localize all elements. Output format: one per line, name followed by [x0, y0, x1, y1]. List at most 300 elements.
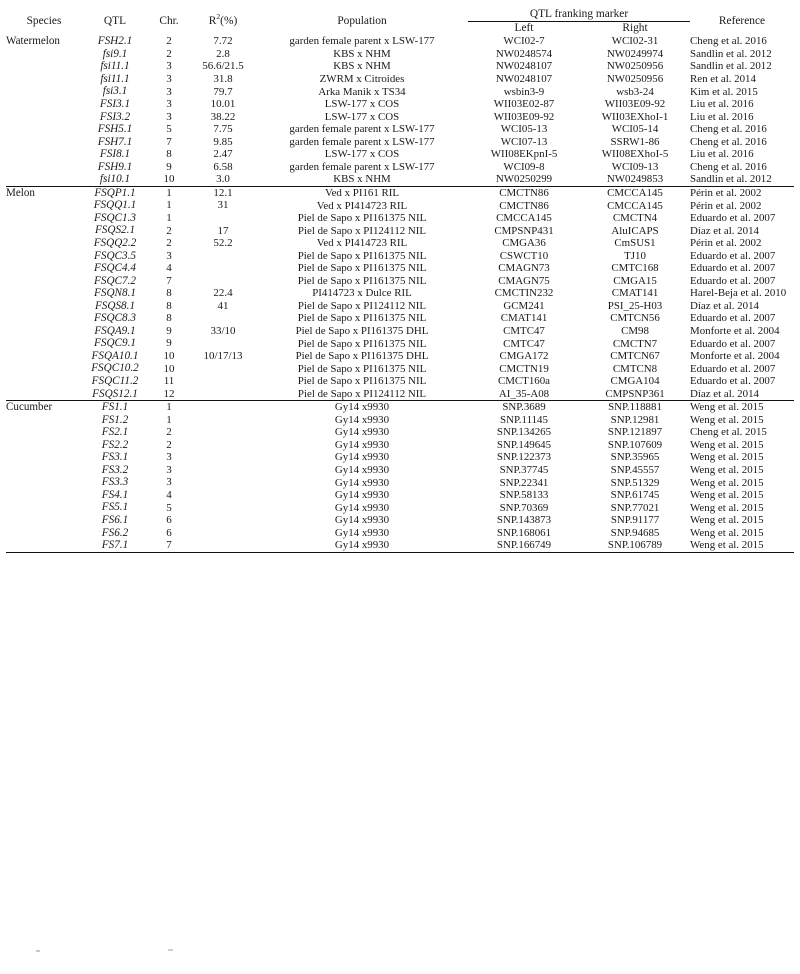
table-row	[6, 527, 794, 540]
cell-reference: Liu et al. 2016	[690, 148, 754, 161]
table-row	[6, 539, 794, 552]
cell-species	[6, 60, 82, 73]
table-row	[6, 388, 794, 401]
cell-chr: 11	[163, 375, 175, 388]
cell-marker-right: WCI09-13	[611, 160, 659, 173]
cell-r2	[190, 414, 256, 427]
cell-population: Piel de Sapo x PI161375 NIL	[297, 375, 427, 388]
cell-population: LSW-177 x COS	[324, 98, 400, 111]
table-row	[6, 287, 794, 300]
cell-marker-left: CMGA172	[499, 350, 549, 363]
cell-reference: Eduardo et al. 2007	[690, 337, 776, 350]
cell-marker-left: WCI05-13	[500, 123, 548, 136]
cell-marker-left: SNP.11145	[500, 413, 548, 426]
cell-species	[6, 426, 82, 439]
cell-marker-right: WII03EXhoI-1	[601, 110, 669, 123]
rule-cell	[82, 552, 148, 554]
cell-marker-right: SNP.121897	[607, 426, 663, 439]
rule-cell	[6, 552, 82, 554]
cell-marker-right: SNP.94685	[610, 526, 660, 539]
cell-population: Gy14 x9930	[334, 539, 390, 552]
table-row	[6, 148, 794, 161]
cell-r2	[190, 451, 256, 464]
cell-reference: Weng et al. 2015	[690, 401, 794, 414]
table-row	[6, 300, 794, 313]
cell-qtl: FSQA10.1	[91, 349, 139, 362]
cell-marker-left: NW0248574	[495, 47, 553, 60]
cell-population: Piel de Sapo x PI124112 NIL	[297, 299, 427, 312]
cell-chr: 3	[166, 110, 172, 123]
cell-marker-right: SNP.91177	[610, 514, 660, 527]
r2-unit: (%)	[220, 15, 238, 28]
cell-qtl: FSI8.1	[99, 148, 131, 161]
header-row-top	[6, 8, 794, 22]
cell-chr: 7	[166, 274, 172, 287]
table-row	[6, 60, 794, 73]
cell-r2: 2.47	[213, 148, 233, 161]
cell-qtl: fsi9.1	[102, 47, 128, 60]
cell-population: Piel de Sapo x PI161375 DHL	[295, 350, 429, 363]
cell-marker-right: WCI05-14	[611, 123, 659, 136]
cell-population: Gy14 x9930	[334, 476, 390, 489]
cell-marker-left: AI_35-A08	[498, 387, 550, 400]
cell-qtl: FS5.1	[101, 501, 129, 514]
rule-cell	[148, 552, 190, 554]
cell-chr: 3	[166, 98, 172, 111]
column-header-population: Population	[337, 15, 387, 28]
cell-marker-left: SNP.70369	[499, 501, 549, 514]
cell-chr: 7	[166, 539, 172, 552]
cell-r2: 56.6/21.5	[202, 60, 244, 73]
cell-reference: Weng et al. 2015	[690, 539, 764, 552]
table-row	[6, 514, 794, 527]
cell-chr: 2	[166, 47, 172, 60]
cell-population: Piel de Sapo x PI161375 NIL	[297, 274, 427, 287]
cell-marker-left: SNP.134265	[496, 426, 552, 439]
cell-qtl: FS4.1	[101, 488, 129, 501]
cell-marker-right: SNP.51329	[610, 476, 660, 489]
cell-chr: 3	[166, 85, 172, 98]
cell-qtl: FS1.1	[82, 401, 148, 414]
cell-marker-left: SNP.143873	[496, 514, 552, 527]
cell-chr: 2	[166, 224, 172, 237]
cell-species	[6, 237, 82, 250]
table-row	[6, 350, 794, 363]
cell-reference: Cheng et al. 2015	[690, 426, 767, 439]
cell-species	[6, 212, 82, 225]
cell-chr: 2	[166, 237, 172, 250]
cell-marker-left: WCI09-8	[503, 160, 545, 173]
table-row	[6, 312, 794, 325]
cell-marker-left: NW0250299	[495, 173, 553, 186]
cell-reference: Sandlin et al. 2012	[690, 60, 772, 73]
cell-r2: 7.75	[213, 123, 233, 136]
cell-marker-right: SNP.118881	[580, 401, 690, 414]
rule-cell	[580, 552, 690, 554]
cell-chr: 10	[163, 350, 175, 362]
cell-reference: Weng et al. 2015	[690, 451, 764, 464]
table-row	[6, 476, 794, 489]
rule-cell	[468, 552, 580, 554]
cell-reference: Sandlin et al. 2012	[690, 47, 772, 60]
cell-species	[6, 388, 82, 401]
cell-chr: 1	[166, 199, 172, 212]
cell-r2: 12.1	[190, 186, 256, 199]
cell-chr: 6	[166, 526, 172, 539]
table-bottom-rule	[6, 552, 794, 554]
cell-reference: Eduardo et al. 2007	[690, 362, 776, 375]
cell-marker-right: SNP.45557	[610, 463, 660, 476]
cell-r2	[190, 439, 256, 452]
cell-species	[6, 98, 82, 111]
table-row	[6, 325, 794, 338]
cell-chr: 9	[166, 337, 172, 350]
cell-chr: 1	[166, 211, 172, 224]
cell-qtl: FSI3.2	[99, 110, 131, 123]
cell-chr: 1	[148, 401, 190, 414]
cell-marker-left: WCI07-13	[500, 135, 548, 148]
cell-population: KBS x NHM	[333, 47, 391, 60]
cell-population: PI414723 x Dulce RIL	[312, 287, 412, 300]
cell-reference: Harel-Beja et al. 2010	[690, 287, 787, 300]
cell-species	[6, 148, 82, 161]
cell-reference: Weng et al. 2015	[690, 526, 764, 539]
cell-qtl: fsi10.1	[99, 173, 131, 186]
cell-chr: 4	[166, 489, 172, 502]
cell-chr: 8	[166, 148, 172, 161]
table-row	[6, 123, 794, 136]
cell-reference: Weng et al. 2015	[690, 501, 764, 514]
cell-marker-right: SNP.107609	[607, 438, 663, 451]
column-header-marker-left: Left	[514, 22, 534, 35]
column-header-r2	[190, 8, 256, 35]
column-header-species: Species	[26, 15, 62, 28]
cell-population: Ved x PI414723 RIL	[316, 237, 408, 250]
cell-species	[6, 476, 82, 489]
cell-marker-left: SNP.3689	[468, 401, 580, 414]
cell-species	[6, 527, 82, 540]
cell-marker-right: CMCCA145	[580, 186, 690, 199]
cell-marker-left: SNP.166749	[496, 539, 552, 552]
cell-species: Melon	[6, 186, 82, 199]
cell-qtl: FS6.2	[101, 526, 129, 539]
cell-chr: 1	[166, 413, 172, 426]
cell-marker-left: CSWCT10	[499, 249, 549, 262]
cell-qtl: FSH2.1	[97, 35, 133, 48]
cell-marker-left: wsbin3-9	[503, 85, 545, 98]
cell-chr: 1	[148, 186, 190, 199]
rule-cell	[256, 552, 468, 554]
cell-chr: 3	[166, 72, 172, 85]
cell-reference: Weng et al. 2015	[690, 476, 764, 489]
cell-r2	[190, 212, 256, 225]
table-row	[6, 362, 794, 375]
table-row	[6, 401, 794, 414]
cell-qtl: FSQS2.1	[94, 224, 136, 237]
cell-chr: 2	[166, 35, 172, 48]
cell-species: Watermelon	[6, 35, 60, 48]
table-row	[6, 73, 794, 86]
cell-marker-right: WCI02-31	[611, 35, 659, 48]
cell-chr: 4	[166, 262, 172, 275]
cell-marker-left: CMAGN75	[498, 274, 550, 287]
cell-chr: 8	[166, 287, 172, 300]
cell-qtl: fsi11.1	[100, 60, 130, 73]
cell-marker-left: CMPSNP431	[494, 224, 554, 237]
cell-marker-right: AluICAPS	[611, 224, 659, 237]
cell-marker-right: CMCCA145	[607, 199, 663, 212]
cell-qtl: FSQQ1.1	[93, 199, 137, 212]
cell-qtl: FSQC10.2	[91, 362, 139, 375]
cell-species	[6, 362, 82, 375]
cell-marker-right: CMTCN8	[612, 362, 658, 375]
cell-marker-right: wsb3-24	[616, 85, 654, 98]
cell-marker-left: CMAGN73	[498, 262, 550, 275]
cell-population: Arka Manik x TS34	[318, 85, 406, 98]
cell-r2: 10.01	[210, 98, 236, 111]
cell-qtl: FS7.1	[101, 539, 129, 552]
cell-species	[6, 539, 82, 552]
cell-population: Piel de Sapo x PI124112 NIL	[297, 387, 427, 400]
cell-species	[6, 48, 82, 61]
cell-chr: 9	[166, 160, 172, 173]
cell-population: LSW-177 x COS	[324, 148, 400, 161]
cell-reference: Eduardo et al. 2007	[690, 274, 776, 287]
cell-qtl: FSQC3.5	[94, 249, 136, 262]
cell-population: Gy14 x9930	[334, 501, 390, 514]
cell-population: Piel de Sapo x PI161375 NIL	[297, 212, 427, 225]
cell-qtl: FSH7.1	[97, 135, 133, 148]
cell-chr: 3	[166, 476, 172, 489]
table-row	[6, 48, 794, 61]
cell-marker-left: NW0248107	[495, 60, 553, 73]
r2-superscript: 2	[216, 12, 221, 22]
column-header-marker-right: Right	[622, 22, 648, 35]
cell-reference: Monforte et al. 2004	[690, 324, 780, 337]
cell-population: Gy14 x9930	[256, 401, 468, 414]
cell-reference: Weng et al. 2015	[690, 413, 764, 426]
cell-qtl: FS3.3	[101, 476, 129, 489]
table-row	[6, 35, 794, 48]
cell-qtl: FS3.1	[101, 451, 129, 464]
cell-reference: Périn et al. 2002	[690, 199, 762, 212]
cell-marker-left: WII03E09-92	[493, 110, 555, 123]
cell-reference: Díaz et al. 2014	[690, 299, 759, 312]
cell-qtl: FSQQ2.2	[93, 236, 137, 249]
cell-marker-left: CMCTN19	[499, 362, 549, 375]
cell-qtl: FS3.2	[101, 463, 129, 476]
cell-r2	[190, 262, 256, 275]
cell-r2: 10/17/13	[203, 350, 243, 362]
cell-population: LSW-177 x COS	[324, 110, 400, 123]
cell-marker-right: SNP.35965	[610, 451, 660, 464]
cell-reference: Eduardo et al. 2007	[690, 375, 776, 388]
cell-population: Ved x PI161 RIL	[256, 186, 468, 199]
cell-species	[6, 501, 82, 514]
cell-marker-right: CMTC168	[611, 262, 659, 275]
cell-species	[6, 224, 82, 237]
scan-artifact-mid	[168, 949, 173, 951]
table-header	[6, 8, 794, 35]
cell-reference: Weng et al. 2015	[690, 463, 764, 476]
cell-qtl: FSQC8.3	[94, 312, 136, 325]
cell-species	[6, 275, 82, 288]
cell-marker-right: NW0250956	[606, 73, 664, 86]
cell-marker-right: SNP.106789	[607, 539, 663, 552]
table-row	[6, 98, 794, 111]
cell-marker-left: CMTC47	[503, 324, 545, 337]
column-header-reference: Reference	[718, 15, 766, 28]
cell-population: Gy14 x9930	[334, 438, 390, 451]
cell-species	[6, 312, 82, 325]
cell-species	[6, 464, 82, 477]
cell-r2	[190, 401, 256, 414]
cell-reference: Eduardo et al. 2007	[690, 312, 776, 325]
cell-chr: 7	[166, 135, 172, 148]
cell-r2	[190, 312, 256, 325]
cell-marker-left: SNP.122373	[496, 451, 552, 464]
cell-species	[6, 111, 82, 124]
cell-species	[6, 161, 82, 174]
cell-r2: 6.58	[213, 160, 233, 173]
cell-marker-right: WII03E09-92	[604, 98, 666, 111]
cell-species	[6, 287, 82, 300]
cell-marker-left: CMTC47	[503, 337, 545, 350]
cell-reference: Díaz et al. 2014	[690, 387, 759, 400]
cell-r2: 9.85	[213, 135, 233, 148]
rule-cell	[690, 552, 794, 554]
cell-chr: 6	[166, 514, 172, 527]
table-row	[6, 464, 794, 477]
cell-species	[6, 199, 82, 212]
cell-r2: 38.22	[210, 110, 236, 123]
table-row	[6, 489, 794, 502]
cell-chr: 10	[163, 173, 175, 186]
cell-marker-left: CMCT160a	[497, 375, 551, 388]
cell-marker-left: SNP.168061	[496, 526, 552, 539]
cell-qtl: FS2.2	[101, 438, 129, 451]
cell-qtl: FSQC9.1	[94, 337, 136, 350]
cell-reference: Weng et al. 2015	[690, 489, 764, 502]
cell-qtl: FSQP1.1	[82, 186, 148, 199]
cell-qtl: FSQS8.1	[94, 299, 136, 312]
cell-marker-left: GCM241	[503, 299, 545, 312]
cell-r2	[190, 388, 256, 401]
cell-marker-right: CMTCN56	[610, 312, 660, 325]
cell-species	[6, 337, 82, 350]
cell-r2: 33/10	[210, 324, 236, 337]
cell-r2: 79.7	[213, 85, 233, 98]
cell-r2: 2.8	[216, 47, 230, 60]
cell-reference: Eduardo et al. 2007	[690, 262, 776, 275]
cell-r2: 31	[217, 199, 229, 212]
cell-marker-right: SSRW1-86	[610, 135, 660, 148]
column-header-qtl: QTL	[103, 15, 127, 28]
cell-reference: Weng et al. 2015	[690, 514, 764, 527]
table-row	[6, 237, 794, 250]
cell-marker-right: CMCTN7	[612, 337, 658, 350]
cell-reference: Liu et al. 2016	[690, 98, 754, 111]
cell-species	[6, 451, 82, 464]
cell-qtl: FSQC7.2	[94, 274, 136, 287]
cell-species	[6, 85, 82, 98]
cell-species	[6, 262, 82, 275]
cell-species	[6, 123, 82, 136]
cell-qtl: FSQN8.1	[94, 287, 136, 300]
cell-marker-right: CMTCN67	[610, 350, 660, 363]
cell-r2	[190, 464, 256, 477]
table-row	[6, 212, 794, 225]
cell-r2: 22.4	[213, 287, 233, 300]
cell-marker-left: SNP.58133	[499, 489, 549, 502]
cell-qtl: FSQS12.1	[92, 387, 138, 400]
cell-population: Gy14 x9930	[334, 489, 390, 502]
cell-r2: 31.8	[213, 72, 233, 85]
cell-qtl: FS1.2	[101, 413, 129, 426]
cell-population: Piel de Sapo x PI161375 DHL	[295, 324, 429, 337]
cell-species	[6, 375, 82, 388]
cell-marker-left: WII03E02-87	[493, 98, 555, 111]
cell-marker-right: TJ10	[624, 249, 646, 262]
column-header-chr: Chr.	[159, 15, 179, 28]
cell-population: garden female parent x LSW-177	[289, 135, 435, 148]
cell-population: KBS x NHM	[333, 60, 391, 73]
cell-population: Gy14 x9930	[334, 426, 390, 439]
cell-marker-left: CMCTN86	[468, 186, 580, 199]
cell-r2	[190, 476, 256, 489]
cell-species	[6, 250, 82, 263]
cell-reference: Périn et al. 2002	[690, 186, 794, 199]
cell-r2	[190, 337, 256, 350]
cell-r2	[190, 275, 256, 288]
table-body	[6, 35, 794, 553]
cell-marker-right: CMGA15	[613, 274, 657, 287]
cell-population: Piel de Sapo x PI161375 NIL	[297, 312, 427, 325]
cell-marker-right: CM98	[621, 324, 649, 337]
cell-marker-right: PSI_25-H03	[607, 299, 663, 312]
cell-qtl: FSH5.1	[97, 123, 133, 136]
cell-population: Gy14 x9930	[334, 463, 390, 476]
cell-r2	[190, 514, 256, 527]
cell-species	[6, 300, 82, 313]
cell-chr: 8	[166, 299, 172, 312]
cell-marker-right: NW0249853	[606, 173, 664, 186]
cell-r2: 41	[217, 299, 229, 312]
cell-species	[6, 414, 82, 427]
cell-r2	[190, 501, 256, 514]
cell-reference: Eduardo et al. 2007	[690, 249, 776, 262]
cell-reference: Cheng et al. 2016	[690, 135, 767, 148]
cell-r2	[190, 539, 256, 552]
cell-marker-right: CMPSNP361	[605, 387, 665, 400]
cell-qtl: FSQC4.4	[94, 262, 136, 275]
cell-population: Piel de Sapo x PI161375 NIL	[297, 362, 427, 375]
cell-species	[6, 439, 82, 452]
table-row	[6, 199, 794, 212]
cell-species	[6, 136, 82, 149]
cell-reference: Monforte et al. 2004	[690, 350, 780, 363]
table-row	[6, 501, 794, 514]
cell-r2	[190, 362, 256, 375]
cell-marker-right: CMAT141	[611, 287, 659, 300]
cell-population: garden female parent x LSW-177	[289, 123, 435, 136]
cell-marker-left: CMCTIN232	[494, 287, 554, 300]
cell-species: Cucumber	[6, 401, 82, 414]
cell-population: Gy14 x9930	[334, 451, 390, 464]
cell-chr: 9	[166, 324, 172, 337]
table-row	[6, 262, 794, 275]
cell-marker-left: WCI02-7	[503, 35, 545, 48]
